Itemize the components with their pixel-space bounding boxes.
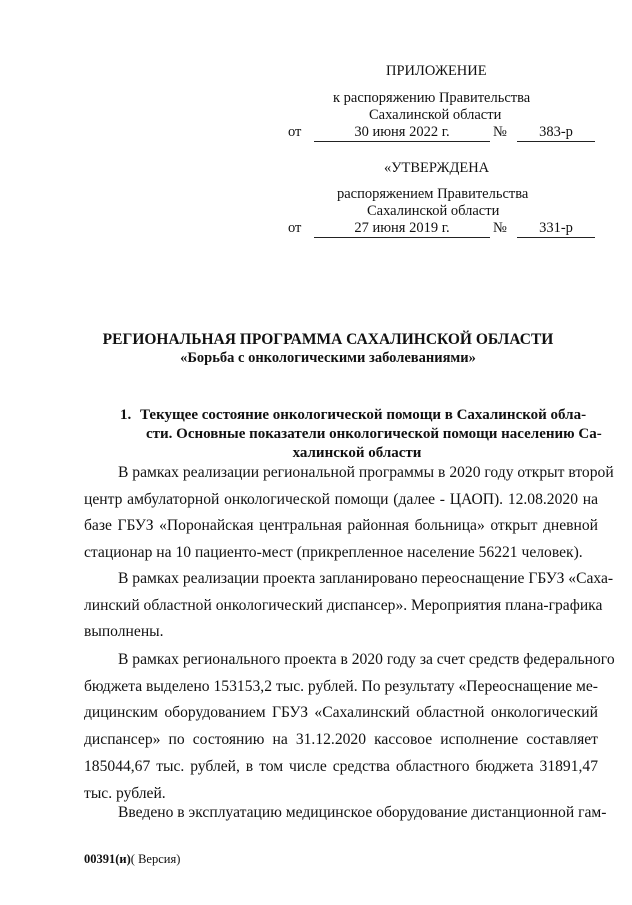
paragraph-line: тыс. рублей. xyxy=(84,784,166,802)
section-heading-line-1: Текущее состояние онкологической помощи в Сахалинской обла- xyxy=(140,407,587,423)
paragraph-3 xyxy=(84,647,615,807)
paragraph-4 xyxy=(84,800,607,827)
paragraph-line: дицинским оборудованием ГБУЗ «Сахалинский областной онкологический xyxy=(84,704,598,722)
document-code: 00391(и) xyxy=(84,852,131,866)
section-heading-line-3: халинской области xyxy=(292,445,422,461)
paragraph-2 xyxy=(84,566,614,646)
approved-number-label: № xyxy=(493,220,507,236)
approved-order-ref: распоряжением Правительства xyxy=(337,186,529,202)
appendix-number: 383-р xyxy=(517,124,595,142)
program-title: РЕГИОНАЛЬНАЯ ПРОГРАММА САХАЛИНСКОЙ ОБЛАСТИ xyxy=(102,331,554,348)
approved-number: 331-р xyxy=(517,220,595,238)
paragraph-line: В рамках реализации региональной программы в 2020 году открыт второй xyxy=(118,464,614,481)
paragraph-line: центр амбулаторной онкологической помощи (далее - ЦАОП). 12.08.2020 на xyxy=(84,490,598,508)
paragraph-1 xyxy=(84,460,614,567)
footer xyxy=(84,852,180,867)
appendix-from-label: от xyxy=(288,124,302,140)
document-version: ( Версия) xyxy=(130,852,181,866)
appendix-number-label: № xyxy=(493,124,507,140)
section-heading-line-2: сти. Основные показатели онкологической помощи населению Са- xyxy=(146,426,602,442)
approved-date: 27 июня 2019 г. xyxy=(314,220,490,238)
approved-region: Сахалинской области xyxy=(367,203,500,219)
paragraph-line: линский областной онкологический диспансер». Мероприятия плана-графика xyxy=(84,596,603,614)
program-subtitle: «Борьба с онкологическими заболеваниями» xyxy=(180,350,476,366)
section-heading xyxy=(140,406,602,463)
approved-from-label: от xyxy=(288,220,302,236)
paragraph-line: В рамках регионального проекта в 2020 году за счет средств федерального xyxy=(118,651,615,668)
paragraph-line: Введено в эксплуатацию медицинское оборудование дистанционной гам- xyxy=(118,804,607,821)
paragraph-line: 185044,67 тыс. рублей, в том числе средства областного бюджета 31891,47 xyxy=(84,757,598,775)
appendix-date: 30 июня 2022 г. xyxy=(314,124,490,142)
appendix-heading: ПРИЛОЖЕНИЕ xyxy=(386,63,487,79)
paragraph-line: выполнены. xyxy=(84,623,164,641)
paragraph-line: В рамках реализации проекта запланировано переоснащение ГБУЗ «Саха- xyxy=(118,570,614,587)
paragraph-line: диспансер» по состоянию на 31.12.2020 кассовое исполнение составляет xyxy=(84,731,598,749)
paragraph-line: базе ГБУЗ «Поронайская центральная районная больница» открыт дневной xyxy=(84,517,598,535)
paragraph-line: бюджета выделено 153153,2 тыс. рублей. По результату «Переоснащение ме- xyxy=(84,677,598,695)
paragraph-line: стационар на 10 пациенто-мест (прикрепленное население 56221 человек). xyxy=(84,544,583,562)
section-number: 1. xyxy=(120,407,132,423)
approved-heading: «УТВЕРЖДЕНА xyxy=(384,160,490,176)
appendix-order-ref: к распоряжению Правительства xyxy=(333,90,531,106)
appendix-region: Сахалинской области xyxy=(369,107,502,123)
